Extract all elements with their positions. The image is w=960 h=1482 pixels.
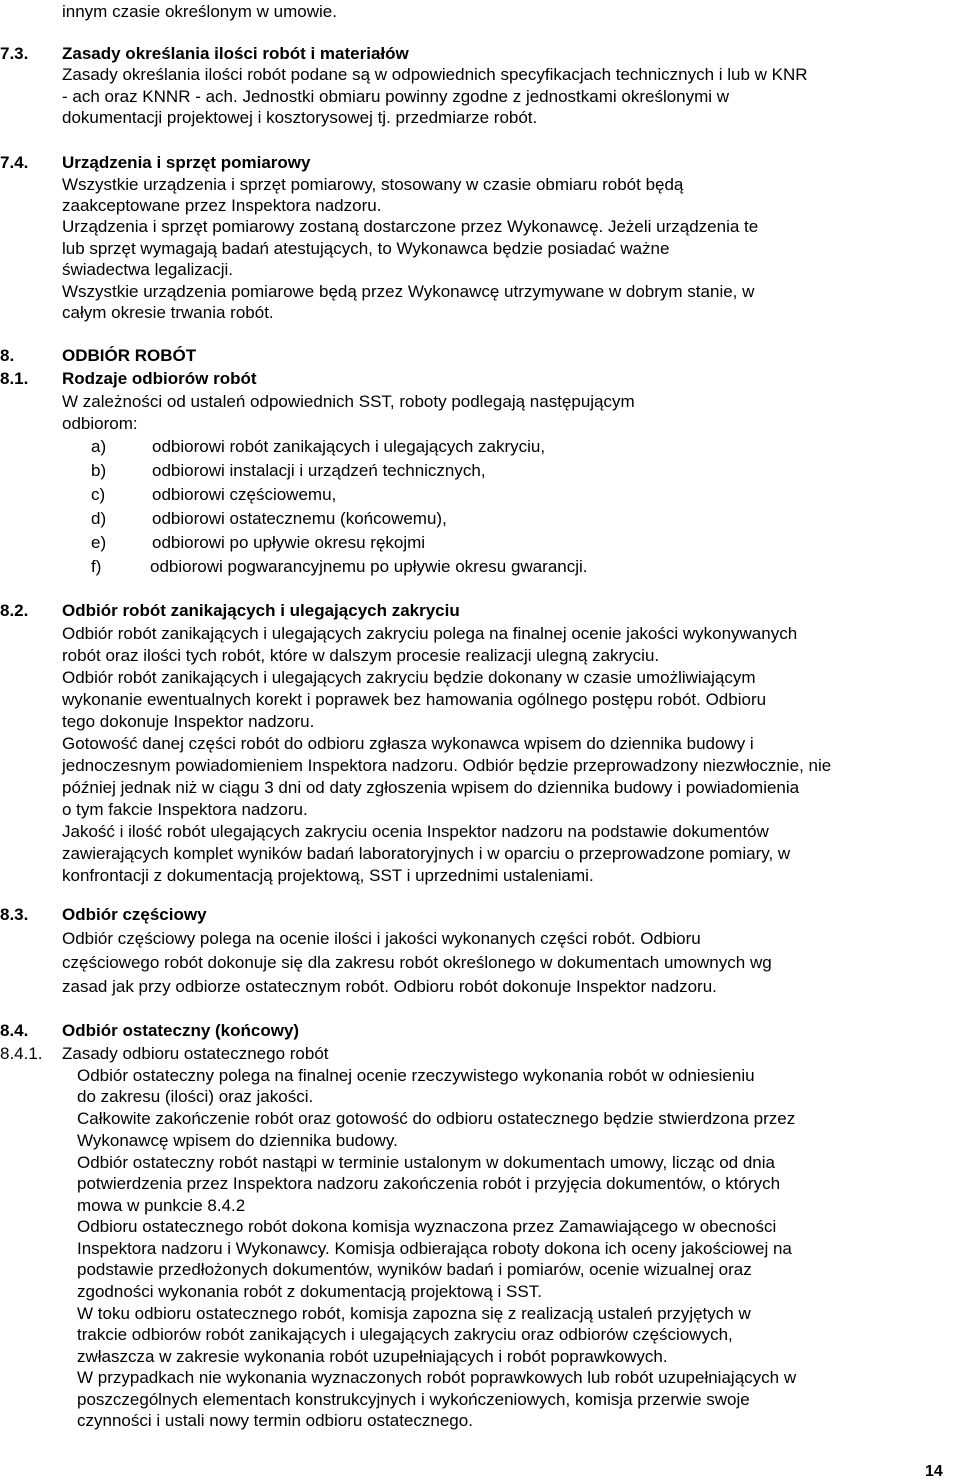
text-line: świadectwa legalizacji. bbox=[62, 260, 234, 279]
text-line: potwierdzenia przez Inspektora nadzoru zakończenia robót i przyjęcia dokumentów, o których bbox=[77, 1174, 781, 1193]
text-line: Całkowite zakończenie robót oraz gotowość do odbioru ostatecznego będzie stwierdzona przez bbox=[77, 1109, 796, 1128]
section-heading: Odbiór częściowy bbox=[62, 905, 207, 924]
list-marker: c) bbox=[91, 485, 106, 504]
text-line: W toku odbioru ostatecznego robót, komisja zapozna się z realizacją ustaleń przyjętych w bbox=[77, 1304, 751, 1323]
text-line: Wykonawcę wpisem do dziennika budowy. bbox=[77, 1131, 398, 1150]
text-line: podstawie przedłożonych dokumentów, wyników badań i pomiarów, ocenie wizualnej oraz bbox=[77, 1260, 752, 1279]
text-line: W przypadkach nie wykonania wyznaczonych robót poprawkowych lub robót uzupełniających w bbox=[77, 1368, 797, 1387]
text-line: konfrontacji z dokumentacją projektową, SST i uprzednimi ustaleniami. bbox=[62, 866, 594, 885]
text-line: później jednak niż w ciągu 3 dni od daty zgłoszenia wpisem do dziennika budowy i powiadomienia bbox=[62, 778, 800, 797]
text-line: zgodności wykonania robót z dokumentacją projektową i SST. bbox=[77, 1282, 542, 1301]
section-number: 7.3. bbox=[0, 44, 29, 63]
text-line: Odbiór częściowy polega na ocenie ilości i jakości wykonanych części robót. Odbioru bbox=[62, 929, 701, 948]
text-line: tego dokonuje Inspektor nadzoru. bbox=[62, 712, 315, 731]
page-number: 14 bbox=[925, 1463, 943, 1480]
section-number: 8.4. bbox=[0, 1021, 29, 1040]
text-line: całym okresie trwania robót. bbox=[62, 303, 274, 322]
text-line: Wszystkie urządzenia i sprzęt pomiarowy, stosowany w czasie obmiaru robót będą bbox=[62, 175, 684, 194]
list-item: odbiorowi po upływie okresu rękojmi bbox=[152, 533, 426, 552]
text-line: Odbiór ostateczny polega na finalnej ocenie rzeczywistego wykonania robót w odniesieniu bbox=[77, 1066, 755, 1085]
text-line: o tym fakcie Inspektora nadzoru. bbox=[62, 800, 308, 819]
text-line: zwłaszcza w zakresie wykonania robót uzupełniających i robót poprawkowych. bbox=[77, 1347, 668, 1366]
section-heading: Odbiór robót zanikających i ulegających zakryciu bbox=[62, 601, 460, 620]
text-line: lub sprzęt wymagają badań atestujących, to Wykonawca będzie posiadać ważne bbox=[62, 239, 670, 258]
text-line: Jakość i ilość robót ulegających zakryciu ocenia Inspektor nadzoru na podstawie dokumentów bbox=[62, 822, 769, 841]
text-line: dokumentacji projektowej i kosztorysowej tj. przedmiarze robót. bbox=[62, 108, 538, 127]
list-item: odbiorowi pogwarancyjnemu po upływie okresu gwarancji. bbox=[150, 557, 588, 576]
section-number: 8.4.1. bbox=[0, 1044, 43, 1063]
text-line: czynności i ustali nowy termin odbioru ostatecznego. bbox=[77, 1411, 473, 1430]
text-line: W zależności od ustaleń odpowiednich SST, roboty podlegają następującym bbox=[62, 392, 635, 411]
list-item: odbiorowi robót zanikających i ulegających zakryciu, bbox=[152, 437, 546, 456]
text-line: mowa w punkcie 8.4.2 bbox=[77, 1196, 246, 1215]
text-line: Gotowość danej części robót do odbioru zgłasza wykonawca wpisem do dziennika budowy i bbox=[62, 734, 754, 753]
text-line: Zasady określania ilości robót podane są w odpowiednich specyfikacjach technicznych i lub w KNR bbox=[62, 65, 808, 84]
list-marker: f) bbox=[91, 557, 102, 576]
text-line: Inspektora nadzoru i Wykonawcy. Komisja odbierająca roboty dokona ich oceny jakościowej na bbox=[77, 1239, 792, 1258]
text-line: Odbiór robót zanikających i ulegających zakryciu będzie dokonany w czasie umożliwiającym bbox=[62, 668, 756, 687]
text-line: robót oraz ilości tych robót, które w dalszym procesie realizacji ulegną zakryciu. bbox=[62, 646, 660, 665]
text-line: Odbiór robót zanikających i ulegających zakryciu polega na finalnej ocenie jakości wykonywanych bbox=[62, 624, 798, 643]
list-item: odbiorowi ostatecznemu (końcowemu), bbox=[152, 509, 447, 528]
section-number: 8.2. bbox=[0, 601, 29, 620]
list-item: odbiorowi instalacji i urządzeń technicznych, bbox=[152, 461, 486, 480]
list-marker: d) bbox=[91, 509, 107, 528]
text-line: zawierających komplet wyników badań laboratoryjnych i w oparciu o przeprowadzone pomiary, w bbox=[62, 844, 791, 863]
text-line: wykonanie ewentualnych korekt i poprawek bez hamowania ogólnego postępu robót. Odbioru bbox=[62, 690, 767, 709]
text-line: Odbiór ostateczny robót nastąpi w terminie ustalonym w dokumentach umowy, licząc od dnia bbox=[77, 1153, 775, 1172]
text-line: trakcie odbiorów robót zanikających i ulegających zakryciu oraz odbiorów częściowych, bbox=[77, 1325, 733, 1344]
section-number: 8.1. bbox=[0, 369, 29, 388]
section-number: 8. bbox=[0, 346, 15, 365]
list-item: odbiorowi częściowemu, bbox=[152, 485, 337, 504]
section-heading: Odbiór ostateczny (końcowy) bbox=[62, 1021, 300, 1040]
chapter-heading: ODBIÓR ROBÓT bbox=[62, 346, 197, 365]
list-marker: e) bbox=[91, 533, 107, 552]
text-line: Wszystkie urządzenia pomiarowe będą przez Wykonawcę utrzymywane w dobrym stanie, w bbox=[62, 282, 755, 301]
text-line: jednoczesnym powiadomieniem Inspektora nadzoru. Odbiór będzie przeprowadzony niezwłocznie, nie bbox=[62, 756, 832, 775]
text-line: innym czasie określonym w umowie. bbox=[62, 2, 337, 21]
text-line: zasad jak przy odbiorze ostatecznym robót. Odbioru robót dokonuje Inspektor nadzoru. bbox=[62, 977, 717, 996]
section-heading: Zasady określania ilości robót i materiałów bbox=[62, 44, 409, 63]
section-heading: Rodzaje odbiorów robót bbox=[62, 369, 257, 388]
text-line: Urządzenia i sprzęt pomiarowy zostaną dostarczone przez Wykonawcę. Jeżeli urządzenia te bbox=[62, 217, 759, 236]
section-heading: Urządzenia i sprzęt pomiarowy bbox=[62, 153, 311, 172]
list-marker: b) bbox=[91, 461, 107, 480]
section-number: 8.3. bbox=[0, 905, 29, 924]
list-marker: a) bbox=[91, 437, 107, 456]
text-line: Odbioru ostatecznego robót dokona komisja wyznaczona przez Zamawiającego w obecności bbox=[77, 1217, 777, 1236]
text-line: zaakceptowane przez Inspektora nadzoru. bbox=[62, 196, 382, 215]
text-line: - ach oraz KNNR - ach. Jednostki obmiaru powinny zgodne z jednostkami określonymi w bbox=[62, 87, 730, 106]
section-number: 7.4. bbox=[0, 153, 29, 172]
text-line: poszczególnych elementach konstrukcyjnych i wykończeniowych, komisja przerwie swoje bbox=[77, 1390, 750, 1409]
text-line: odbiorom: bbox=[62, 414, 138, 433]
text-line: do zakresu (ilości) oraz jakości. bbox=[77, 1087, 314, 1106]
subsection-heading: Zasady odbioru ostatecznego robót bbox=[62, 1044, 329, 1063]
text-line: częściowego robót dokonuje się dla zakresu robót określonego w dokumentach umownych wg bbox=[62, 953, 772, 972]
